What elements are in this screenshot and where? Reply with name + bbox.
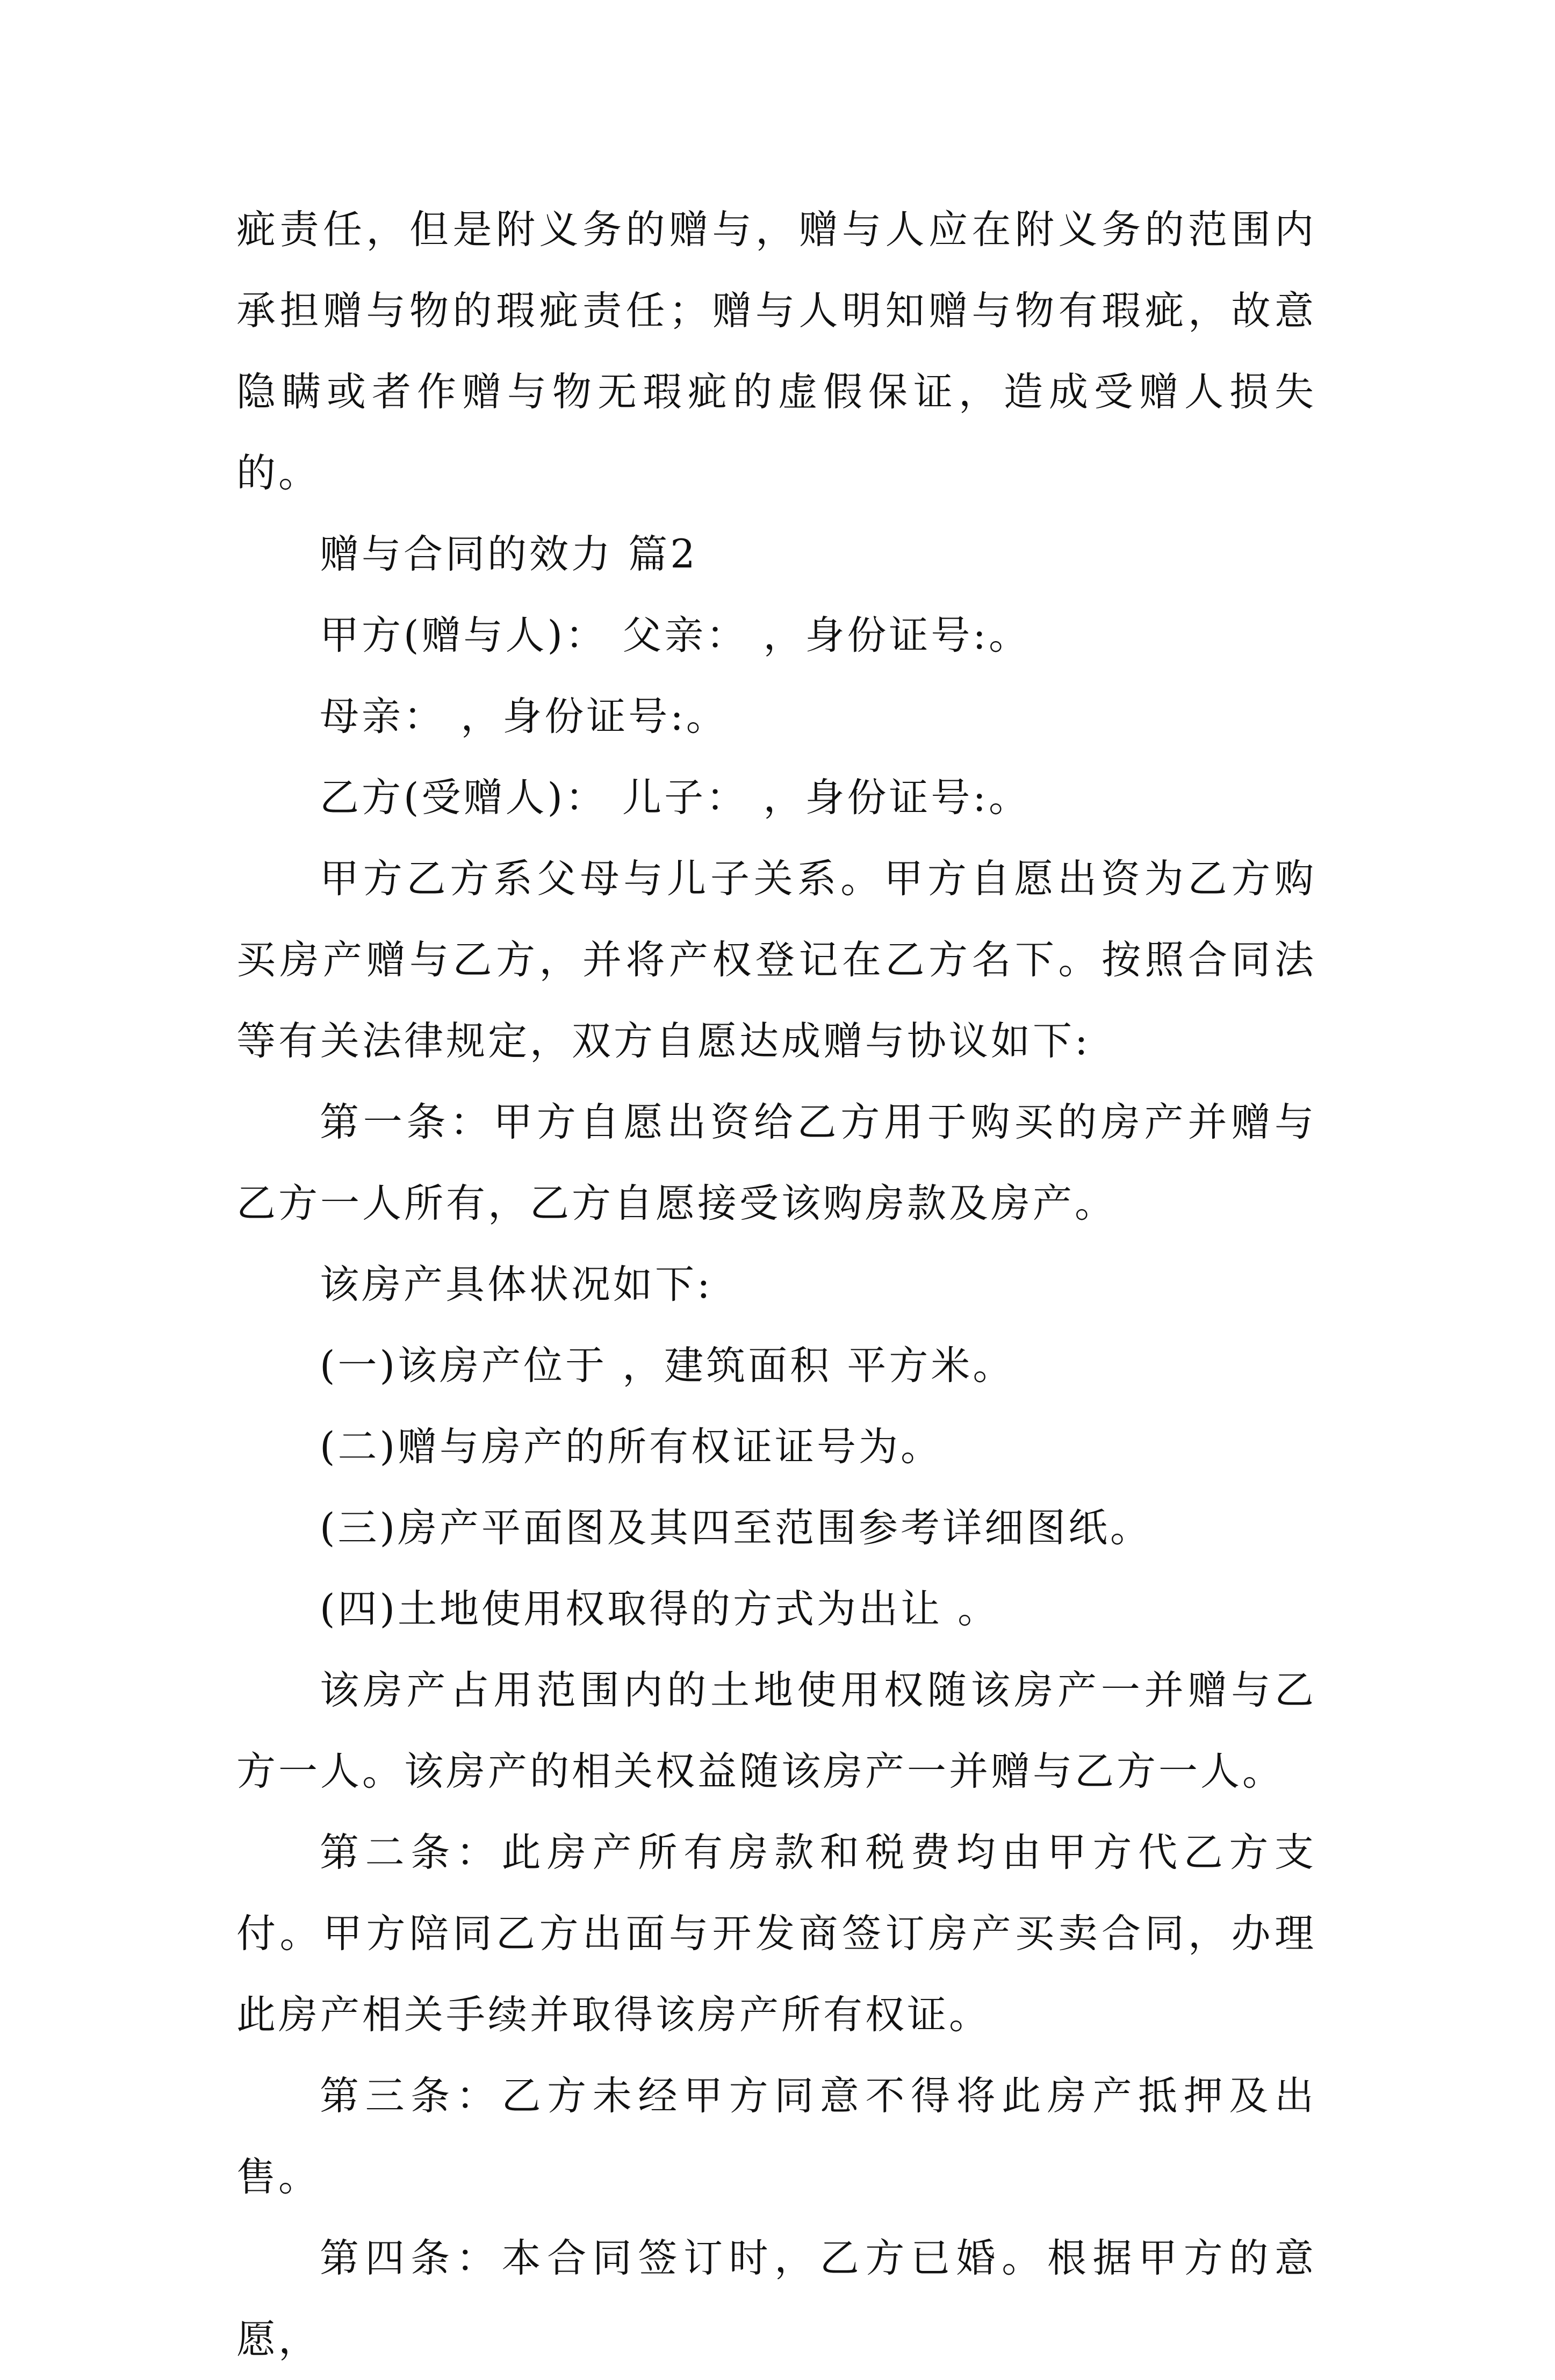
paragraph-defect-liability: 疵责任，但是附义务的赠与，赠与人应在附义务的范围内承担赠与物的瑕疵责任；赠与人明知赠与物有瑕疵，故意隐瞒或者作赠与物无瑕疵的虚假保证，造成受赠人损失的。 [236, 207, 1316, 496]
party-a-father: 甲方(赠与人)： 父亲： ，身份证号:。 [320, 613, 1031, 658]
article-two: 第二条：此房产所有房款和税费均由甲方代乙方支付。甲方陪同乙方出面与开发商签订房产买卖合同，办理此房产相关手续并取得该房产所有权证。 [236, 1830, 1316, 2038]
property-item-1: (一)该房产位于 ，建筑面积 平方米。 [320, 1343, 1015, 1389]
party-a-mother: 母亲： ，身份证号:。 [320, 694, 728, 739]
property-item-2: (二)赠与房产的所有权证证号为。 [320, 1424, 942, 1470]
article-four: 第四条：本合同签订时，乙方已婚。根据甲方的意愿， [236, 2235, 1316, 2362]
property-details-intro: 该房产具体状况如下: [320, 1262, 713, 1307]
document-body [236, 189, 1316, 2380]
section-heading: 赠与合同的效力 篇2 [320, 531, 698, 577]
paragraph-land-rights: 该房产占用范围内的土地使用权随该房产一并赠与乙方一人。该房产的相关权益随该房产一并赠与乙方一人。 [236, 1667, 1316, 1794]
paragraph-relationship: 甲方乙方系父母与儿子关系。甲方自愿出资为乙方购买房产赠与乙方，并将产权登记在乙方名下。按照合同法等有关法律规定，双方自愿达成赠与协议如下: [236, 856, 1316, 1064]
party-b-son: 乙方(受赠人)： 儿子： ，身份证号:。 [320, 775, 1031, 821]
article-one: 第一条：甲方自愿出资给乙方用于购买的房产并赠与乙方一人所有，乙方自愿接受该购房款及房产。 [236, 1099, 1316, 1226]
property-item-3: (三)房产平面图及其四至范围参考详细图纸。 [320, 1505, 1152, 1551]
article-three: 第三条：乙方未经甲方同意不得将此房产抵押及出售。 [236, 2073, 1316, 2200]
property-item-4: (四)土地使用权取得的方式为出让 。 [320, 1586, 1000, 1632]
